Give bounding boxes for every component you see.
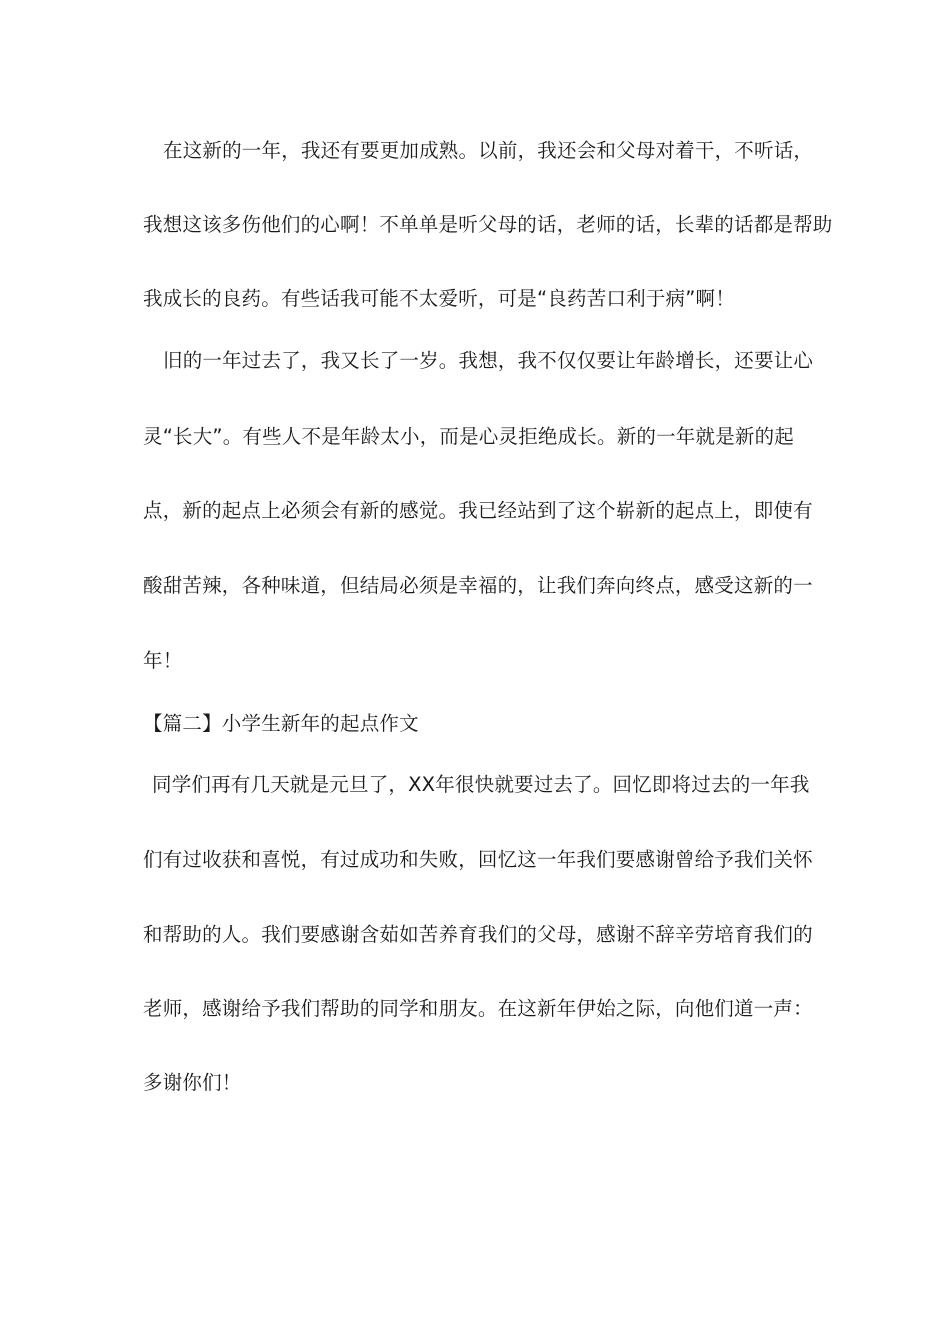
- paragraph-line: 和帮助的人。我们要感谢含茹如苦养育我们的父母，感谢不辞辛劳培育我们的: [143, 923, 813, 946]
- paragraph-line: 们有过收获和喜悦，有过成功和失败，回忆这一年我们要感谢曾给予我们关怀: [143, 848, 813, 871]
- section-heading: 【篇二】小学生新年的起点作文: [143, 712, 419, 735]
- paragraph-line: 灵“长大”。有些人不是年龄太小，而是心灵拒绝成长。新的一年就是新的起: [143, 425, 795, 448]
- paragraph-line: 我想这该多伤他们的心啊！不单单是听父母的话，老师的话，长辈的话都是帮助: [143, 213, 833, 236]
- paragraph-line: 年！: [143, 649, 183, 672]
- paragraph-line: 酸甜苦辣，各种味道，但结局必须是幸福的，让我们奔向终点，感受这新的一: [143, 574, 813, 597]
- paragraph-line: 在这新的一年，我还有要更加成熟。以前，我还会和父母对着干，不听话，: [163, 139, 814, 162]
- paragraph-line: 多谢你们！: [143, 1071, 242, 1094]
- paragraph-line: 点，新的起点上必须会有新的感觉。我已经站到了这个崭新的起点上，即使有: [143, 499, 813, 522]
- paragraph-line: 我成长的良药。有些话我可能不太爱听，可是“良药苦口利于病”啊！: [143, 287, 735, 310]
- paragraph-line: 老师，感谢给予我们帮助的同学和朋友。在这新年伊始之际，向他们道一声：: [143, 997, 813, 1020]
- paragraph-line: 同学们再有几天就是元旦了，XX年很快就要过去了。回忆即将过去的一年我: [152, 773, 810, 796]
- paragraph-line: 旧的一年过去了，我又长了一岁。我想，我不仅仅要让年龄增长，还要让心: [163, 349, 814, 372]
